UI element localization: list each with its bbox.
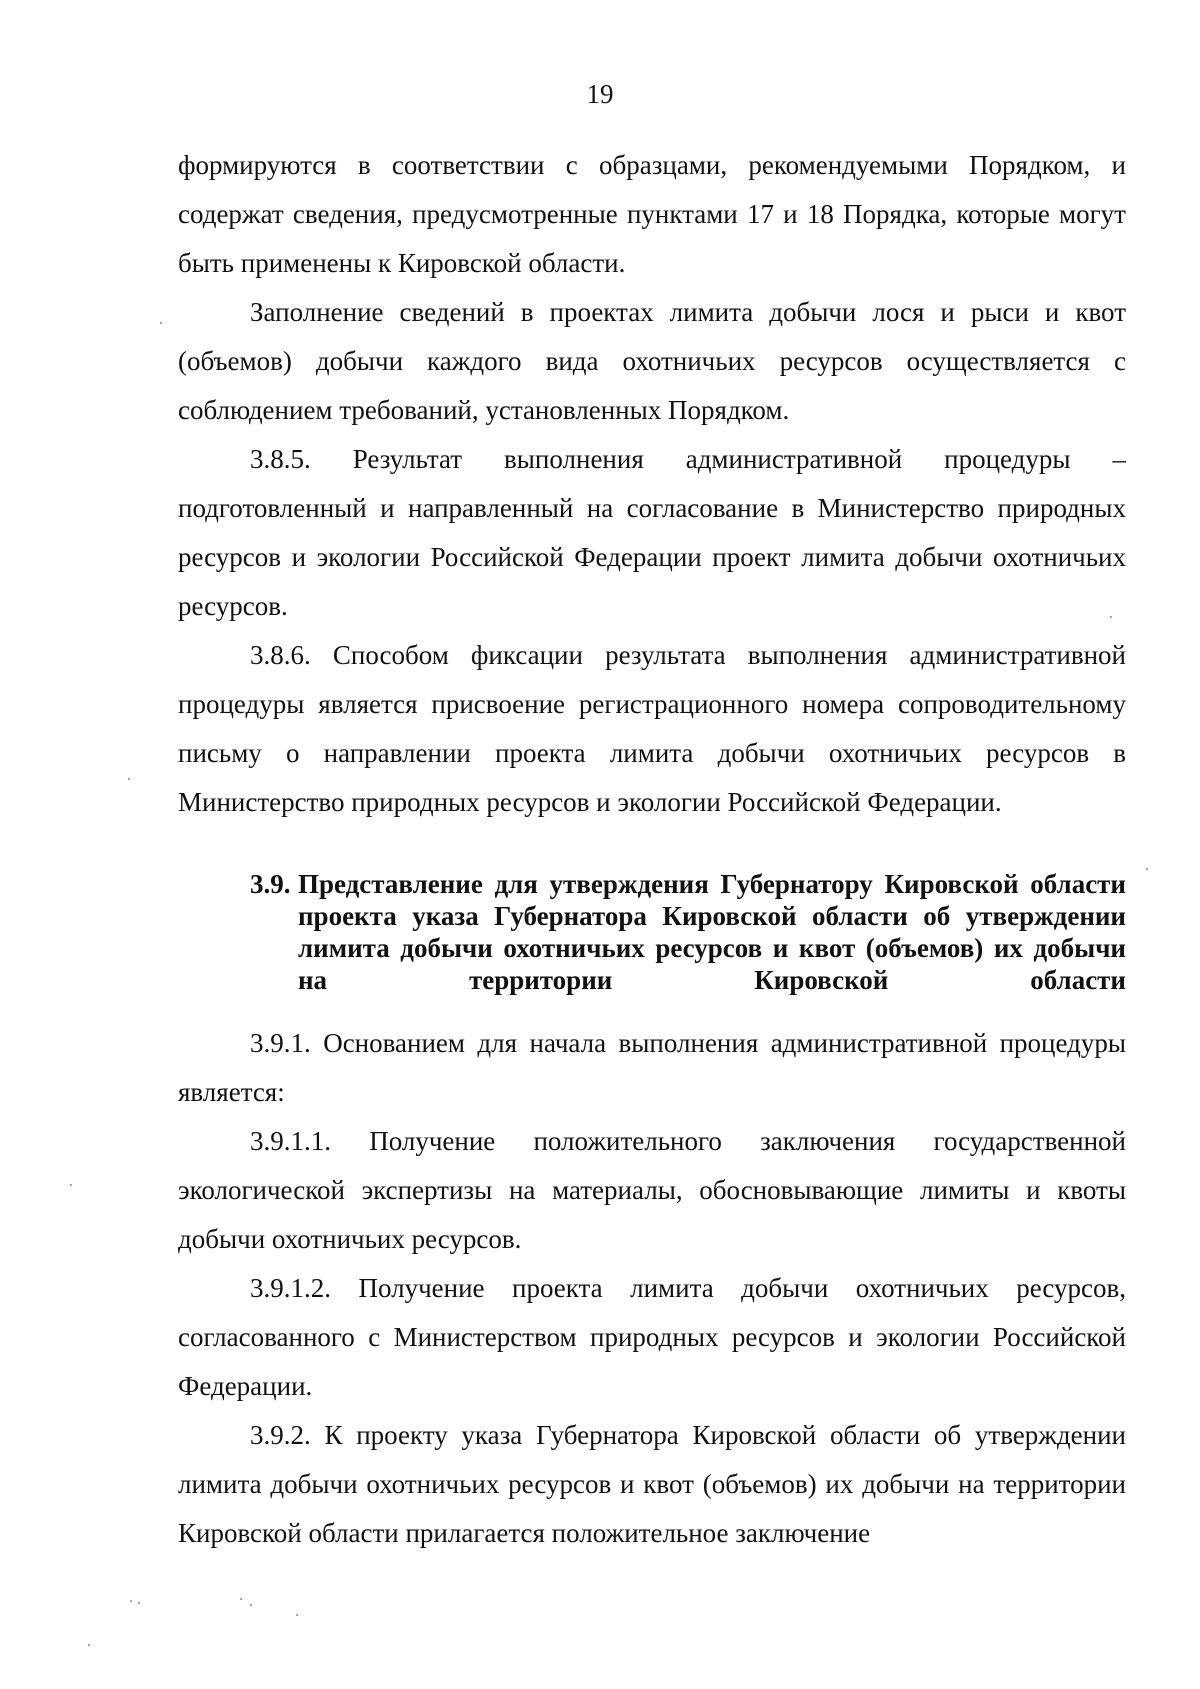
paragraph-3-9-2: 3.9.2. К проекту указа Губернатора Кировской области об утверждении лимита добычи охотничьих ресурсов и квот (объемов) их добычи на территории Кировской области прилагается положительное заключение: [178, 1420, 1126, 1548]
paragraph-filling-requirements: Заполнение сведений в проектах лимита добычи лося и рыси и квот (объемов) добычи каждого вида охотничьих ресурсов осуществляется с соблюдением требований, установленных Порядком.: [178, 297, 1126, 425]
scan-speck: [1110, 616, 1112, 618]
paragraph-continuation: формируются в соответствии с образцами, рекомендуемыми Порядком, и содержат сведения, предусмотренные пунктами 17 и 18 Порядка, которые могут быть применены к Кировской области.: [178, 150, 1126, 278]
paragraph-3-8-5: 3.8.5. Результат выполнения административной процедуры – подготовленный и направленный на согласование в Министерство природных ресурсов и экологии Российской Федерации проект лимита добычи охотничьих ресурсов.: [178, 444, 1126, 621]
paragraph-3-9-1-1: 3.9.1.1. Получение положительного заключения государственной экологической экспертизы на материалы, обосновывающие лимиты и квоты добычи охотничьих ресурсов.: [178, 1126, 1126, 1254]
section-heading-3-9: [250, 868, 1126, 996]
section-heading-text: Представление для утверждения Губернатору Кировской области проекта указа Губернатора Кировской области об утверждении лимита добычи охотничьих ресурсов и квот (объемов) их добычи на территории Кировской области: [298, 869, 1126, 995]
paragraph-3-9-1: 3.9.1. Основанием для начала выполнения административной процедуры является:: [178, 1028, 1126, 1107]
scan-speck: [128, 778, 130, 780]
scan-speck: [1146, 868, 1148, 870]
scan-speck: [250, 1604, 252, 1606]
scan-speck: [88, 1644, 90, 1646]
scan-speck: [296, 1614, 298, 1616]
section-heading-number: 3.9.: [250, 869, 291, 899]
scan-speck: [138, 1602, 140, 1604]
document-body: [178, 141, 1126, 1558]
scan-speck: [70, 1184, 72, 1186]
paragraph-3-9-1-2: 3.9.1.2. Получение проекта лимита добычи охотничьих ресурсов, согласованного с Министерством природных ресурсов и экологии Российской Федерации.: [178, 1273, 1126, 1401]
scan-speck: [160, 322, 162, 324]
scan-speck: [240, 1598, 242, 1600]
paragraph-3-8-6: 3.8.6. Способом фиксации результата выполнения административной процедуры является присвоение регистрационного номера сопроводительному письму о направлении проекта лимита добычи охотничьих ресурсов в Министерство природных ресурсов и экологии Российской Федерации.: [178, 640, 1126, 817]
scan-speck: [130, 1600, 132, 1602]
page-number: 19: [586, 79, 614, 109]
